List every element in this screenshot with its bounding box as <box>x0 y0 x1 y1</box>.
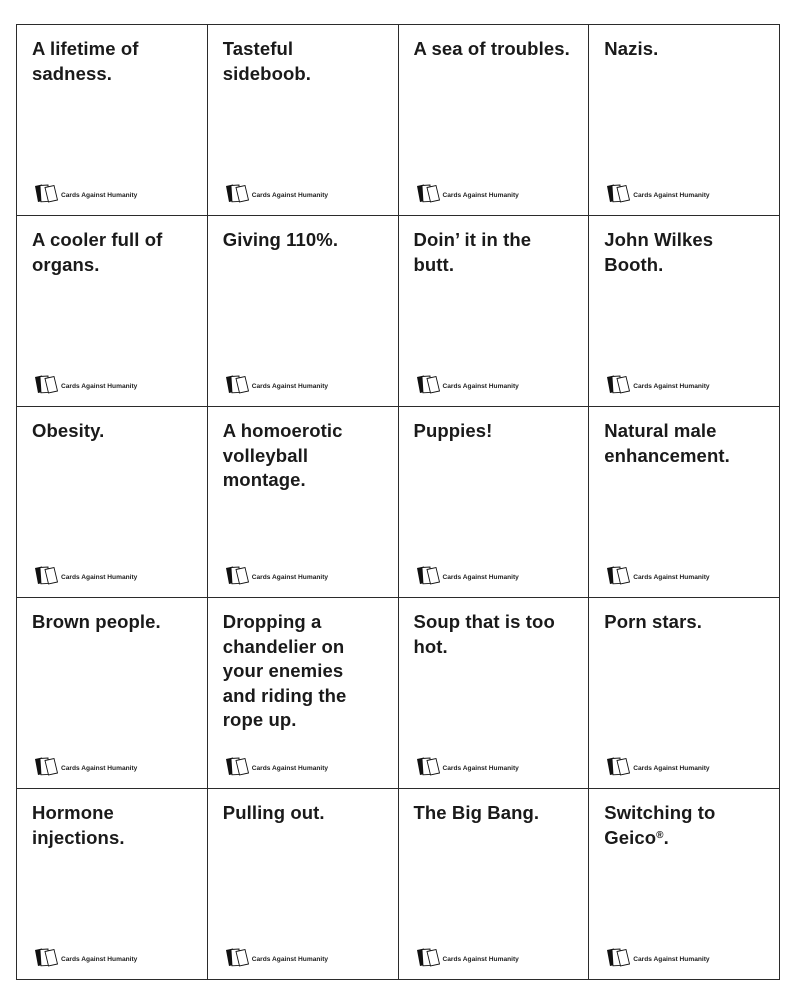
answer-card <box>17 598 208 789</box>
brand-label: Cards Against Humanity <box>633 192 710 199</box>
card-footer <box>415 565 519 585</box>
brand-label: Cards Against Humanity <box>251 765 329 772</box>
card-footer <box>415 374 519 394</box>
brand-label: Cards Against Humanity <box>633 574 710 581</box>
brand-label: Cards Against Humanity <box>251 383 329 390</box>
card-stack-logo-icon <box>605 565 631 585</box>
card-text: The Big Bang. <box>413 802 540 823</box>
answer-card <box>17 407 208 598</box>
card-text: Natural male enhancement. <box>604 420 730 466</box>
card-text: Tasteful sideboob. <box>222 38 312 84</box>
card-text: Obesity. <box>32 420 105 441</box>
card-stack-logo-icon <box>415 756 441 776</box>
card-text: Hormone injections. <box>32 802 125 848</box>
card-stack-logo-icon <box>224 183 250 203</box>
card-text: Porn stars. <box>604 611 702 632</box>
answer-card <box>208 407 399 598</box>
answer-card <box>208 25 399 216</box>
card-stack-logo-icon <box>415 947 441 967</box>
card-footer <box>415 947 519 967</box>
card-stack-logo-icon <box>224 947 250 967</box>
card-stack-logo-icon <box>605 183 631 203</box>
answer-card <box>208 216 399 407</box>
brand-label: Cards Against Humanity <box>633 765 710 772</box>
answer-card <box>399 216 590 407</box>
brand-label: Cards Against Humanity <box>442 765 519 772</box>
card-stack-logo-icon <box>224 374 250 394</box>
answer-card <box>399 407 590 598</box>
card-text: Soup that is too hot. <box>413 611 555 657</box>
card-footer <box>224 183 328 203</box>
answer-card <box>589 789 780 980</box>
answer-card <box>17 25 208 216</box>
brand-label: Cards Against Humanity <box>442 192 519 199</box>
card-text: John Wilkes Booth. <box>604 229 714 275</box>
answer-card <box>589 25 780 216</box>
card-stack-logo-icon <box>605 756 631 776</box>
answer-card <box>589 216 780 407</box>
answer-card <box>399 598 590 789</box>
card-text: Dropping a chandelier on your enemies and riding the rope up. <box>222 611 347 730</box>
answer-card <box>208 789 399 980</box>
card-stack-logo-icon <box>33 756 59 776</box>
card-sheet <box>16 24 780 980</box>
card-footer <box>415 756 519 776</box>
card-footer <box>224 947 328 967</box>
card-stack-logo-icon <box>33 183 59 203</box>
card-footer <box>605 183 709 203</box>
card-footer <box>224 756 328 776</box>
card-footer <box>224 374 328 394</box>
brand-label: Cards Against Humanity <box>633 383 710 390</box>
card-footer <box>33 183 137 203</box>
brand-label: Cards Against Humanity <box>61 765 138 772</box>
answer-card <box>589 598 780 789</box>
card-stack-logo-icon <box>415 183 441 203</box>
card-footer <box>33 756 137 776</box>
card-text: A homoerotic volleyball montage. <box>222 420 343 490</box>
brand-label: Cards Against Humanity <box>251 192 329 199</box>
card-footer <box>605 947 709 967</box>
card-stack-logo-icon <box>33 565 59 585</box>
brand-label: Cards Against Humanity <box>61 192 138 199</box>
card-stack-logo-icon <box>33 374 59 394</box>
card-text: Nazis. <box>604 38 659 59</box>
brand-label: Cards Against Humanity <box>251 956 329 963</box>
brand-label: Cards Against Humanity <box>442 956 519 963</box>
card-footer <box>33 565 137 585</box>
answer-card <box>208 598 399 789</box>
card-footer <box>605 756 709 776</box>
card-text: A lifetime of sadness. <box>32 38 139 84</box>
card-text: Pulling out. <box>222 802 325 823</box>
brand-label: Cards Against Humanity <box>251 574 329 581</box>
brand-label: Cards Against Humanity <box>633 956 710 963</box>
brand-label: Cards Against Humanity <box>442 574 519 581</box>
card-footer <box>224 565 328 585</box>
card-stack-logo-icon <box>224 565 250 585</box>
card-text: Puppies! <box>413 420 493 441</box>
answer-card <box>17 216 208 407</box>
card-stack-logo-icon <box>605 947 631 967</box>
card-text: Brown people. <box>32 611 161 632</box>
card-footer <box>605 374 709 394</box>
card-footer <box>605 565 709 585</box>
card-footer <box>33 374 137 394</box>
registered-mark: ® <box>656 829 664 841</box>
card-text: A cooler full of organs. <box>32 229 163 275</box>
brand-label: Cards Against Humanity <box>61 956 138 963</box>
card-stack-logo-icon <box>33 947 59 967</box>
card-text: Switching to Geico®. <box>604 802 716 848</box>
card-text: Giving 110%. <box>222 229 339 250</box>
card-footer <box>33 947 137 967</box>
card-stack-logo-icon <box>415 565 441 585</box>
card-stack-logo-icon <box>415 374 441 394</box>
brand-label: Cards Against Humanity <box>442 383 519 390</box>
answer-card <box>399 25 590 216</box>
card-text: A sea of troubles. <box>413 38 570 59</box>
card-stack-logo-icon <box>605 374 631 394</box>
card-text: Doin’ it in the butt. <box>413 229 532 275</box>
answer-card <box>17 789 208 980</box>
brand-label: Cards Against Humanity <box>61 574 138 581</box>
card-footer <box>415 183 519 203</box>
brand-label: Cards Against Humanity <box>61 383 138 390</box>
answer-card <box>399 789 590 980</box>
card-stack-logo-icon <box>224 756 250 776</box>
answer-card <box>589 407 780 598</box>
